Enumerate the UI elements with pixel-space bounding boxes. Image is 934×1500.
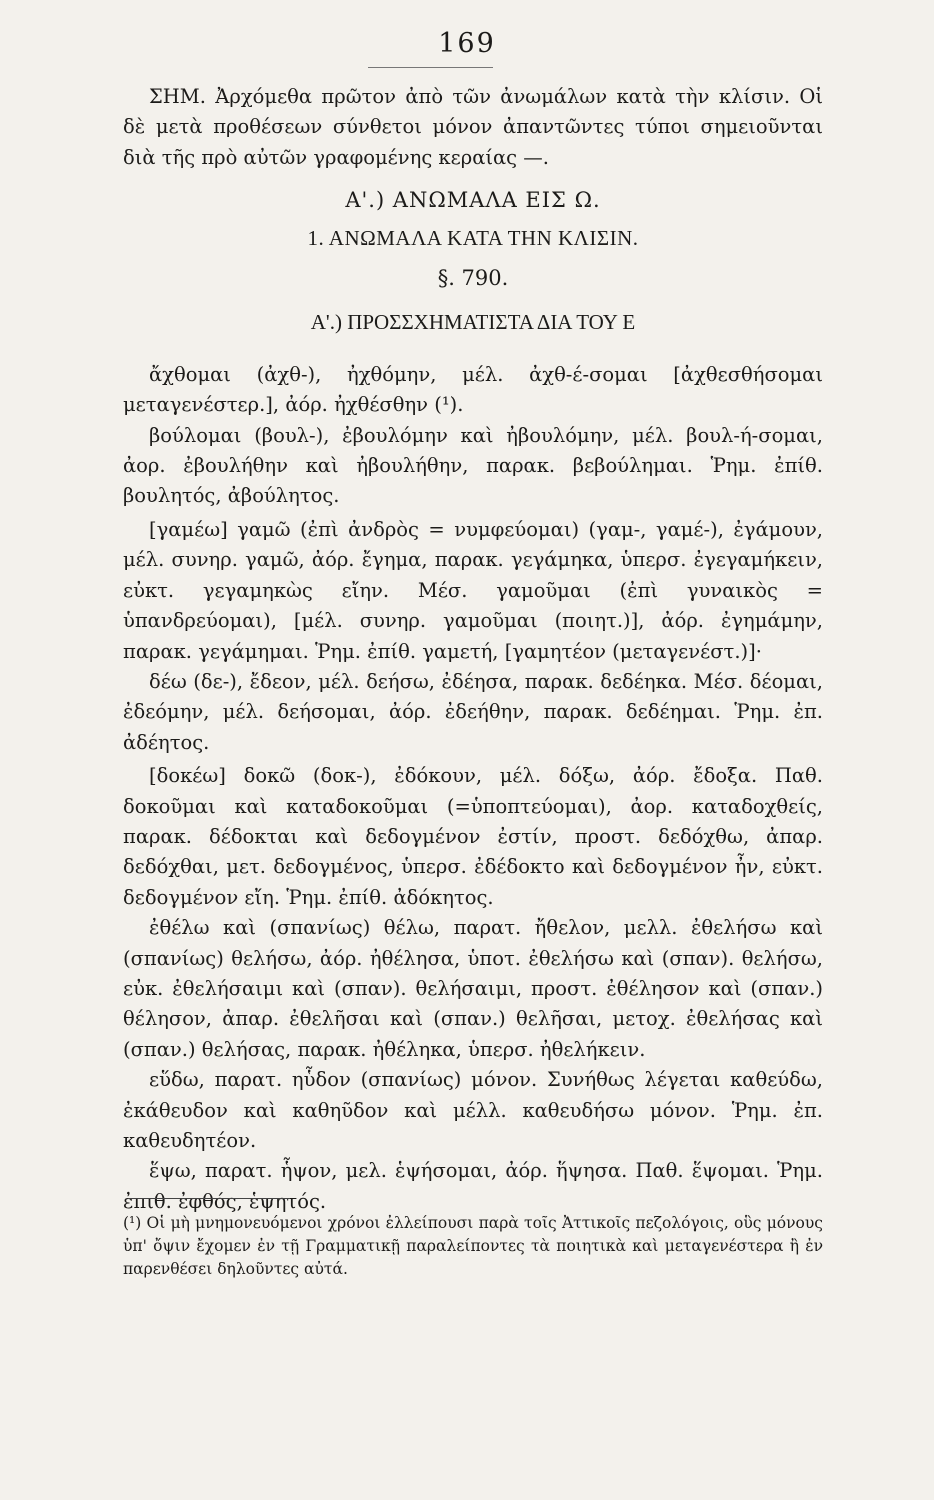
heading-anomala-eis-omega: Α'.) ΑΝΩΜΑΛΑ ΕΙΣ Ω. (345, 188, 601, 213)
entry-heudo: εὕδω, παρατ. ηὗδον (σπανίως) μόνον. Συνήθως λέγεται καθεύδω, ἐκάθευδον καὶ καθηῦδον καὶ μέλλ. καθευδήσω μόνον. Ῥημ. ἐπ. καθευδητέον. (123, 1068, 823, 1152)
heading-prosschimatista: Α'.) ΠΡΟΣΣΧΗΜΑΤΙΣΤΑ ΔΙΑ ΤΟΥ Ε (310, 310, 636, 335)
intro-note: ΣΗΜ. Ἀρχόμεθα πρῶτον ἀπὸ τῶν ἀνωμάλων κατὰ τὴν κλίσιν. Οἱ δὲ μετὰ προθέσεων σύνθετοι μόνον ἀπαντῶντες τύποι σημειοῦνται διὰ τῆς πρὸ αὐτῶν γραφομένης κεραίας —. (123, 85, 823, 169)
entry-gameo: [γαμέω] γαμῶ (ἐπὶ ἀνδρὸς = νυμφεύομαι) (γαμ-, γαμέ-), ἐγάμουν, μέλ. συνηρ. γαμῶ, ἀόρ. ἔγημα, παρακ. γεγάμηκα, ὑπερσ. ἐγεγαμήκειν, εὐκτ. γεγαμηκὼς εἴην. Μέσ. γαμοῦμαι (ἐπὶ γυναικὸς = ὑπανδρεύομαι), [μέλ. συνηρ. γαμοῦμαι (ποιητ.)], ἀόρ. ἐγημάμην, παρακ. γεγάμημαι. Ῥημ. ἐπίθ. γαμετή, [γαμητέον (μεταγενέστ.)]· (123, 517, 823, 663)
page-body (123, 82, 823, 1217)
page-number: 169 (438, 28, 496, 59)
entry-ethelo: ἐθέλω καὶ (σπανίως) θέλω, παρατ. ἤθελον, μελλ. ἐθελήσω καὶ (σπανίως) θελήσω, ἀόρ. ἠθέλησα, ὑποτ. ἐθελήσω καὶ (σπαν). θελήσω, εὐκ. ἐθελήσαιμι καὶ (σπαν). θελήσαιμι, προστ. ἐθέλησον καὶ (σπαν.) θέλησον, ἀπαρ. ἐθελῆσαι καὶ (σπαν.) θελῆσαι, μετοχ. ἐθελήσας καὶ (σπαν.) θελήσας, παρακ. ἠθέληκα, ὑπερσ. ἠθελήκειν. (123, 916, 823, 1061)
header-rule (368, 67, 493, 68)
entry-deo: δέω (δε-), ἔδεον, μέλ. δεήσω, ἐδέησα, παρακ. δεδέηκα. Μέσ. δέομαι, ἐδεόμην, μέλ. δεήσομαι, ἀόρ. ἐδεήθην, παρακ. δεδέημαι. Ῥημ. ἐπ. ἀδέητος. (123, 669, 823, 754)
section-number: §. 790. (437, 266, 509, 291)
heading-anomala-kata-klisin: 1. ΑΝΩΜΑΛΑ ΚΑΤΑ ΤΗΝ ΚΛΙΣΙΝ. (307, 225, 639, 250)
footnote-rule (128, 1198, 290, 1199)
entry-hepso: ἕψω, παρατ. ἧψον, μελ. ἑψήσομαι, ἀόρ. ἥψησα. Παθ. ἕψομαι. Ῥημ. ἐπιθ. ἐφθός, ἑψητός. (123, 1159, 823, 1213)
footnote: (¹) Οἱ μὴ μνημονευόμενοι χρόνοι ἐλλείπουσι παρὰ τοῖς Ἀττικοῖς πεζολόγοις, οὓς μόνους ὑπ' ὄψιν ἔχομεν ἐν τῇ Γραμματικῇ παραλείποντες τὰ ποιητικὰ καὶ μεταγενέστερα ἢ ἐν παρενθέσει δηλοῦντες αὐτά. (123, 1214, 823, 1278)
entry-achthomai: ἄχθομαι (ἀχθ-), ἠχθόμην, μέλ. ἀχθ-έ-σομαι [ἀχθεσθήσομαι μεταγενέστερ.], ἀόρ. ἠχθέσθην (¹). (123, 362, 823, 417)
entry-boulomai: βούλομαι (βουλ-), ἐβουλόμην καὶ ἠβουλόμην, μέλ. βουλ-ή-σομαι, ἀορ. ἐβουλήθην καὶ ἠβουλήθην, παρακ. βεβούλημαι. Ῥημ. ἐπίθ. βουλητός, ἀβούλητος. (123, 423, 823, 508)
entry-dokeo: [δοκέω] δοκῶ (δοκ-), ἐδόκουν, μέλ. δόξω, ἀόρ. ἔδοξα. Παθ. δοκοῦμαι καὶ καταδοκοῦμαι (=ὑποπτεύομαι), ἀορ. καταδοχθείς, παρακ. δέδοκται καὶ δεδογμένον ἐστίν, προστ. δεδόχθω, ἀπαρ. δεδόχθαι, μετ. δεδογμένος, ὑπερσ. ἐδέδοκτο καὶ δεδογμένον ἦν, εὐκτ. δεδογμένον εἴη. Ῥημ. ἐπίθ. ἀδόκητος. (123, 764, 823, 909)
